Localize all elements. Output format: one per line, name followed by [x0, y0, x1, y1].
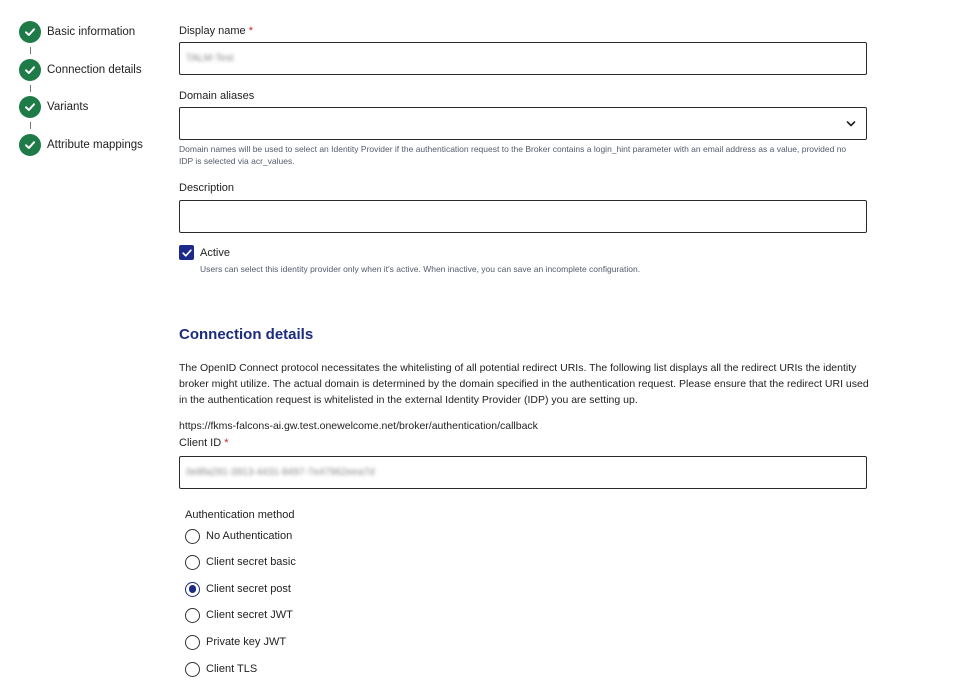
wizard-stepper	[19, 21, 169, 171]
radio-button[interactable]	[185, 608, 200, 623]
radio-button[interactable]	[185, 555, 200, 570]
step-label: Attribute mappings	[47, 138, 143, 151]
check-icon	[19, 59, 41, 81]
radio-label: Private key JWT	[206, 636, 287, 648]
check-icon	[19, 96, 41, 118]
radio-private-key-jwt[interactable]	[185, 633, 286, 651]
client-id-input[interactable]	[179, 456, 867, 489]
section-title-connection-details: Connection details	[179, 326, 314, 343]
chevron-down-icon	[845, 119, 857, 129]
display-name-label: Display name *	[179, 25, 253, 37]
description-input[interactable]	[179, 200, 867, 233]
step-connection-details[interactable]	[19, 59, 169, 97]
client-id-value: 0e8fa291-3913-4431-8497-7e47962eea7d	[186, 467, 375, 478]
domain-aliases-helper: Domain names will be used to select an Identity Provider if the authentication request to the Broker contains a login_hint parameter with an email address as a value, provided no IDP is selected via acr_values.	[179, 144, 847, 166]
radio-client-tls[interactable]	[185, 660, 257, 678]
domain-aliases-select[interactable]	[179, 107, 867, 140]
radio-client-secret-post[interactable]	[185, 580, 291, 598]
step-connector	[30, 120, 31, 132]
active-helper: Users can select this identity provider only when it's active. When inactive, you can save an incomplete configuration.	[200, 264, 641, 274]
radio-button[interactable]	[185, 529, 200, 544]
domain-aliases-label: Domain aliases	[179, 90, 255, 102]
step-label: Connection details	[47, 63, 142, 76]
radio-label: Client secret post	[206, 583, 291, 595]
radio-client-secret-jwt[interactable]	[185, 606, 293, 624]
radio-client-secret-basic[interactable]	[185, 553, 296, 571]
step-label: Basic information	[47, 26, 136, 38]
step-connector	[30, 45, 31, 57]
radio-label: Client secret JWT	[206, 609, 293, 621]
radio-label: Client secret basic	[206, 556, 296, 568]
description-label: Description	[179, 182, 235, 194]
required-mark: *	[248, 25, 253, 37]
client-id-label: Client ID *	[179, 437, 229, 449]
step-label: Variants	[47, 101, 89, 113]
step-connector	[30, 83, 31, 95]
radio-label: Client TLS	[206, 663, 258, 675]
check-icon	[19, 134, 41, 156]
check-icon	[19, 21, 41, 43]
step-basic-information[interactable]	[19, 21, 169, 59]
redirect-uri: https://fkms-falcons-ai.gw.test.onewelcome.net/broker/authentication/callback	[179, 420, 538, 432]
step-attribute-mappings[interactable]	[19, 134, 169, 172]
active-label[interactable]: Active	[200, 247, 230, 259]
authentication-method-label: Authentication method	[185, 509, 295, 521]
radio-button[interactable]	[185, 662, 200, 677]
radio-button[interactable]	[185, 635, 200, 650]
required-mark: *	[224, 437, 229, 449]
display-name-input[interactable]	[179, 42, 867, 75]
check-icon	[181, 247, 193, 259]
step-variants[interactable]	[19, 96, 169, 134]
display-name-value: TALM-Test	[186, 53, 234, 64]
redirect-uri-explanation: The OpenID Connect protocol necessitates the whitelisting of all potential redirect URIs. The following list displays all the redirect URIs the identity broker might utilize. The actual domain is determined by the domain specified in the authentication request. Please ensure that the redirect URI used in the authentication request is whitelisted in the external Identity Provider (IDP) you are setting up.	[179, 362, 869, 406]
radio-no-authentication[interactable]	[185, 527, 292, 545]
active-checkbox[interactable]	[179, 245, 194, 260]
radio-button-selected[interactable]	[185, 582, 200, 597]
radio-label: No Authentication	[206, 530, 293, 542]
